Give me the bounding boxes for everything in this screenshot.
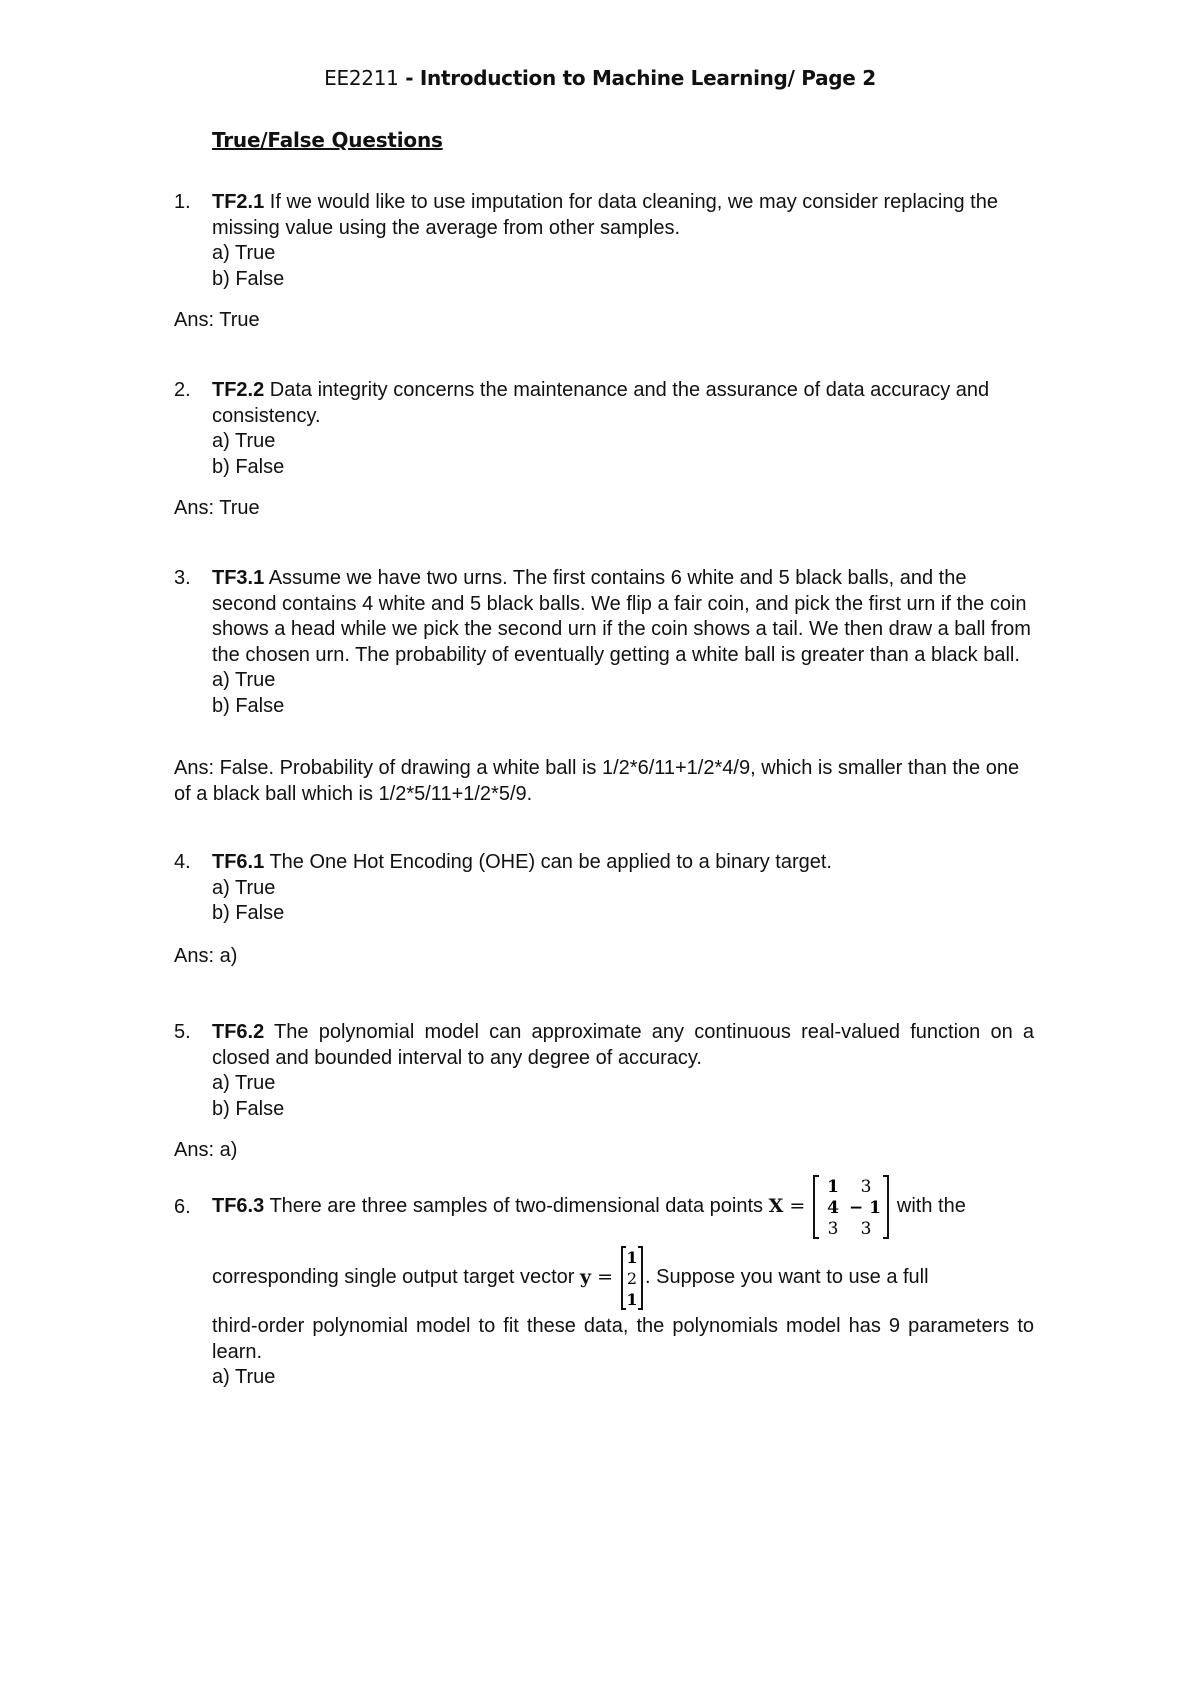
question-line-with-x-matrix	[212, 1172, 1034, 1242]
question-text: . Suppose you want to use a full	[645, 1266, 929, 1289]
question-number: 1.	[174, 191, 191, 213]
left-bracket	[622, 1247, 626, 1309]
question-text: with the	[891, 1195, 966, 1218]
question-body	[212, 1172, 1034, 1391]
x-matrix-cell: − 1	[849, 1198, 882, 1218]
question-tag: TF6.3	[212, 1195, 265, 1218]
question-text: The One Hot Encoding (OHE) can be applied to a binary target.	[264, 851, 832, 873]
option-a: a) True	[212, 242, 276, 264]
question-3	[174, 566, 1034, 719]
y-vector-cell: 1	[626, 1290, 638, 1309]
question-tag: TF6.2	[212, 1021, 265, 1043]
question-tag: TF2.1	[212, 191, 265, 213]
y-vector-svg	[619, 1245, 645, 1311]
question-text: There are three samples of two-dimensional data points	[264, 1195, 769, 1218]
question-text: If we would like to use imputation for data cleaning, we may consider replacing the missing value using the average from other samples.	[212, 191, 998, 239]
x-matrix-cell: 3	[827, 1219, 839, 1239]
question-number: 2.	[174, 379, 191, 401]
x-symbol: X	[768, 1195, 784, 1218]
option-b: b) False	[212, 694, 285, 717]
question-text: corresponding single output target vector	[212, 1266, 580, 1289]
x-matrix-cell: 3	[860, 1219, 872, 1239]
x-matrix-svg	[811, 1174, 891, 1240]
x-matrix-cell: 4	[827, 1198, 840, 1218]
question-text: Assume we have two urns. The first contains 6 white and 5 black balls, and the second contains 4 white and 5 black balls. We flip a fair coin, and pick the first urn if the coin shows a head while we pick the second urn if the coin shows a tail. We then draw a ball from the chosen urn. The probability of eventually getting a white ball is greater than a black ball.	[212, 567, 1031, 666]
question-tag: TF3.1	[212, 567, 265, 589]
question-6	[174, 1172, 1034, 1391]
question-tag: TF2.2	[212, 379, 265, 401]
equals-sign: =	[591, 1266, 620, 1289]
right-bracket	[883, 1176, 888, 1238]
question-text: third-order polynomial model to fit these data, the polynomials model has 9 parameters to learn.	[212, 1315, 1034, 1363]
y-vector-cell: 1	[626, 1248, 638, 1267]
course-title: - Introduction to Machine Learning/ Page 2	[398, 66, 876, 90]
page-header	[0, 66, 1200, 90]
answer-5: Ans: a)	[174, 1139, 238, 1161]
option-a: a) True	[212, 669, 276, 691]
question-body	[212, 190, 1034, 292]
question-number: 4.	[174, 851, 191, 873]
option-b: b) False	[212, 267, 285, 290]
x-matrix-cell: 1	[827, 1177, 840, 1197]
option-b: b) False	[212, 455, 285, 478]
option-a: a) True	[212, 430, 276, 452]
option-a: a) True	[212, 876, 276, 899]
answer-2: Ans: True	[174, 497, 260, 519]
y-symbol: y	[580, 1266, 592, 1289]
y-vector	[619, 1245, 645, 1311]
question-number: 5.	[174, 1021, 191, 1043]
question-text: Data integrity concerns the maintenance and the assurance of data accuracy and consistency.	[212, 379, 990, 427]
x-matrix	[811, 1174, 891, 1240]
question-tag: TF6.1	[212, 851, 265, 873]
question-body	[212, 378, 1034, 480]
y-vector-cell: 2	[626, 1269, 638, 1288]
question-5	[174, 1020, 1034, 1122]
question-body	[212, 1020, 1034, 1122]
question-2	[174, 378, 1034, 480]
equals-sign: =	[783, 1195, 812, 1218]
answer-1: Ans: True	[174, 309, 260, 331]
course-code: EE2211	[324, 66, 399, 90]
question-4	[174, 850, 1034, 927]
question-text: The polynomial model can approximate any continuous real-valued function on a closed and bounded interval to any degree of accuracy.	[212, 1021, 1034, 1069]
question-number: 3.	[174, 567, 191, 589]
right-bracket	[638, 1247, 642, 1309]
left-bracket	[814, 1176, 819, 1238]
option-a: a) True	[212, 1072, 276, 1094]
option-a: a) True	[212, 1366, 276, 1388]
section-title: True/False Questions	[212, 128, 443, 152]
question-number: 6.	[174, 1196, 191, 1218]
question-line-with-y-vector	[212, 1242, 1034, 1314]
option-b: b) False	[212, 1097, 285, 1120]
option-b: b) False	[212, 902, 285, 924]
question-body	[212, 850, 1034, 927]
question-body	[212, 566, 1034, 719]
x-matrix-cell: 3	[860, 1177, 872, 1197]
answer-3: Ans: False. Probability of drawing a white ball is 1/2*6/11+1/2*4/9, which is smaller than the one of a black ball which is 1/2*5/11+1/2*5/9.	[174, 757, 1020, 805]
question-1	[174, 190, 1034, 292]
answer-4: Ans: a)	[174, 945, 238, 967]
